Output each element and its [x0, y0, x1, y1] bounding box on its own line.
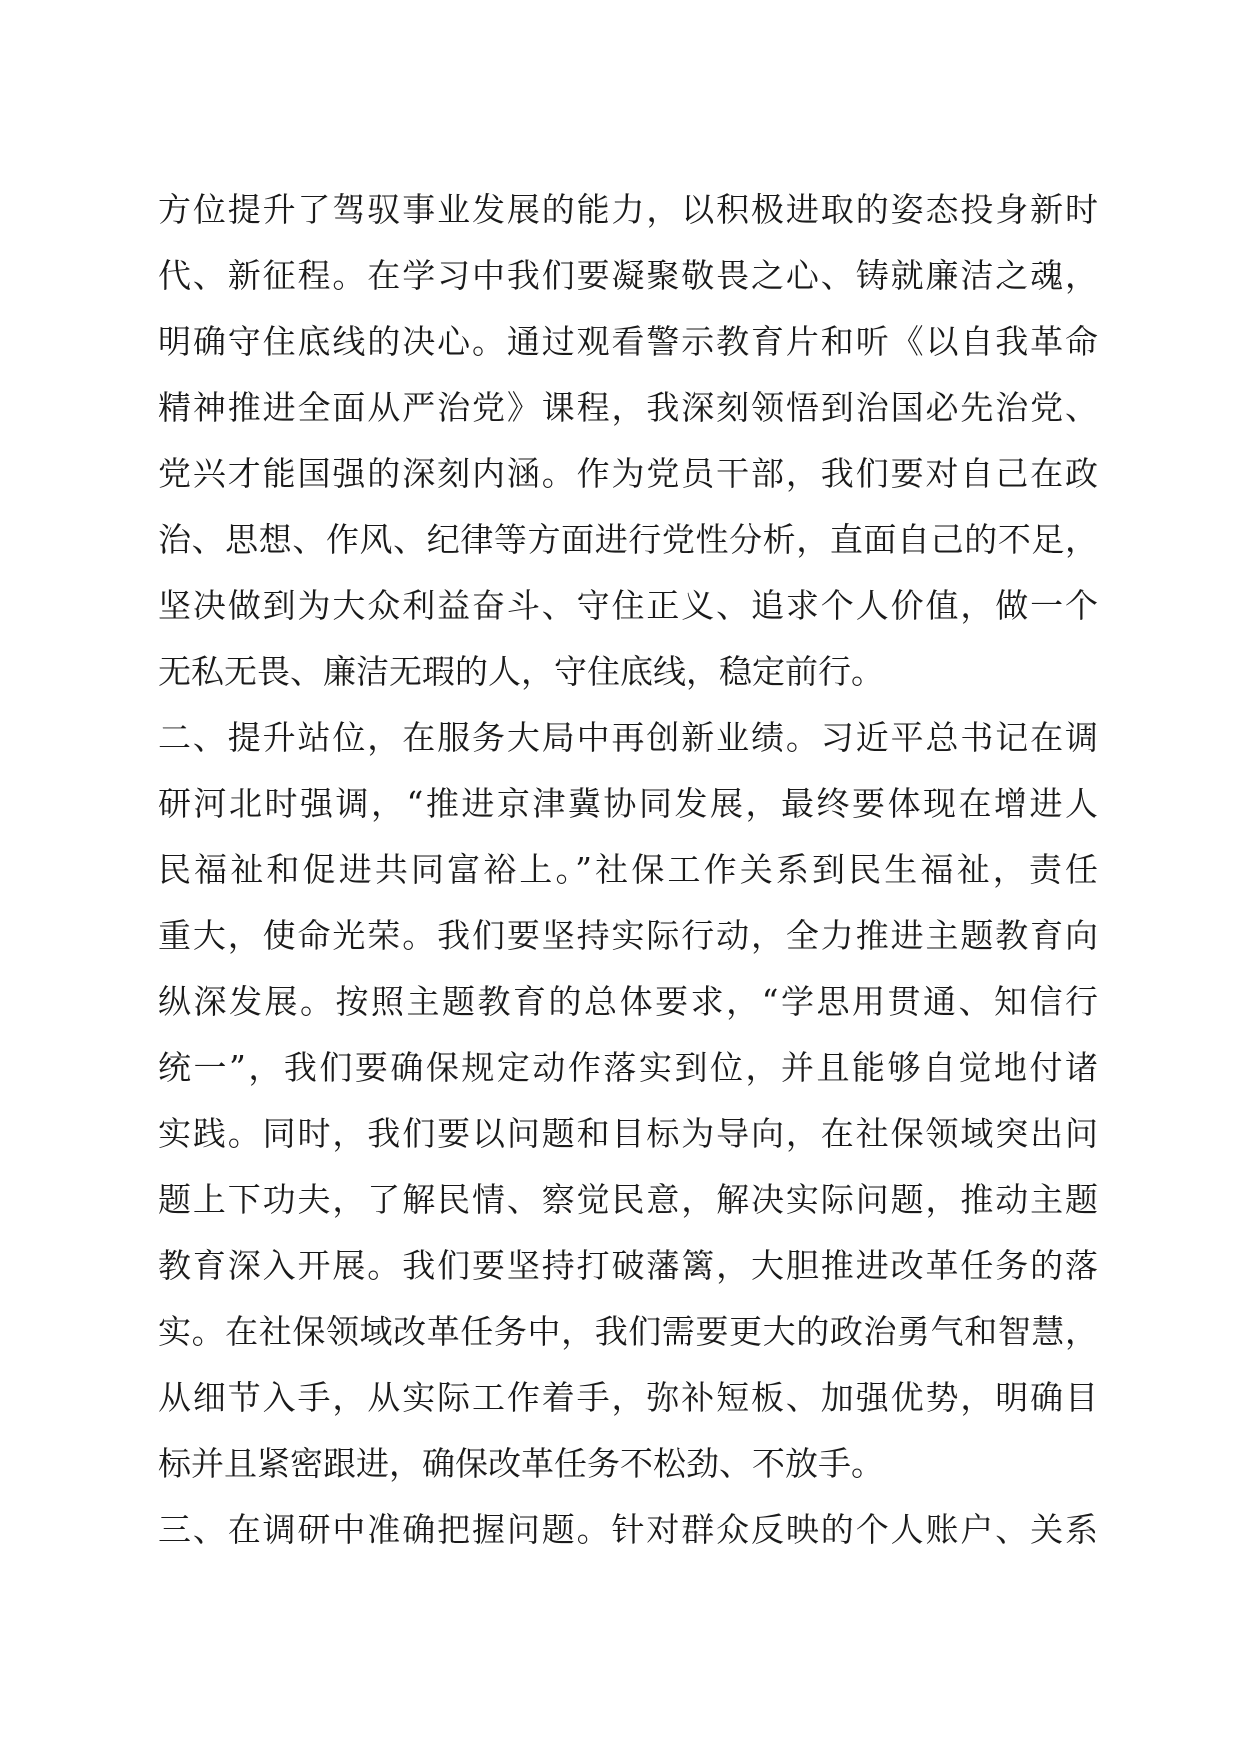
- text-line: 民福祉和促进共同富裕上。”社保工作关系到民生福祉，责任: [158, 850, 1098, 889]
- text-line: 重大，使命光荣。我们要坚持实际行动，全力推进主题教育向: [158, 916, 1098, 955]
- section-heading-line: 三、在调研中准确把握问题。针对群众反映的个人账户、关系: [158, 1510, 1098, 1549]
- text-line: 实。在社保领域改革任务中，我们需要更大的政治勇气和智慧，: [158, 1312, 1098, 1351]
- text-line: 无私无畏、廉洁无瑕的人，守住底线，稳定前行。: [158, 652, 884, 691]
- text-line: 坚决做到为大众利益奋斗、守住正义、追求个人价值，做一个: [158, 586, 1098, 625]
- text-line: 题上下功夫，了解民情、察觉民意，解决实际问题，推动主题: [158, 1180, 1098, 1219]
- text-line: 统一”，我们要确保规定动作落实到位，并且能够自觉地付诸: [158, 1048, 1098, 1087]
- text-line: 实践。同时，我们要以问题和目标为导向，在社保领域突出问: [158, 1114, 1098, 1153]
- text-line: 精神推进全面从严治党》课程，我深刻领悟到治国必先治党、: [158, 388, 1098, 427]
- text-line: 教育深入开展。我们要坚持打破藩篱，大胆推进改革任务的落: [158, 1246, 1098, 1285]
- text-line: 纵深发展。按照主题教育的总体要求，“学思用贯通、知信行: [158, 982, 1098, 1021]
- text-line: 治、思想、作风、纪律等方面进行党性分析，直面自己的不足，: [158, 520, 1098, 559]
- text-line: 标并且紧密跟进，确保改革任务不松劲、不放手。: [158, 1444, 884, 1483]
- section-heading-line: 二、提升站位，在服务大局中再创新业绩。习近平总书记在调: [158, 718, 1098, 757]
- text-line: 从细节入手，从实际工作着手，弥补短板、加强优势，明确目: [158, 1378, 1098, 1417]
- body-text: [158, 190, 1098, 1576]
- text-line: 代、新征程。在学习中我们要凝聚敬畏之心、铸就廉洁之魂，: [158, 256, 1098, 295]
- text-line: 方位提升了驾驭事业发展的能力，以积极进取的姿态投身新时: [158, 190, 1098, 229]
- text-line: 研河北时强调，“推进京津冀协同发展，最终要体现在增进人: [158, 784, 1098, 823]
- text-line: 党兴才能国强的深刻内涵。作为党员干部，我们要对自己在政: [158, 454, 1098, 493]
- text-line: 明确守住底线的决心。通过观看警示教育片和听《以自我革命: [158, 322, 1098, 361]
